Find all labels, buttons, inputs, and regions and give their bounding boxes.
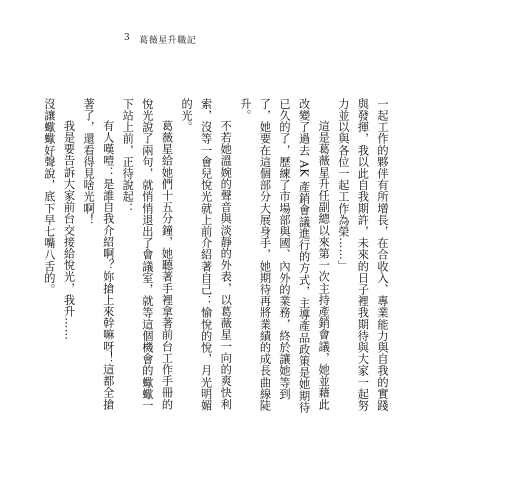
paragraph: 這是葛薇星升任副總以來第一次主持產銷會議，她並藉此改變了過去 AK 產銷會議進行的方式，主導產品政策是她期待已久的了，歷練了市場部與國、內外的業務，終於讓她等到了，她要在這個部分大展身手，她期待再將業績的成長曲線陡升。 xyxy=(238,98,331,414)
paragraph: 不若她溫婉的聲音與淡靜的外表，以葛薇星一向的爽快利索，沒等一會兒悅光就上前介紹著自己：愉悅的悅，月光明媚的光。 xyxy=(180,98,233,412)
running-header xyxy=(124,33,196,46)
book-title: 葛薇星升職記 xyxy=(139,36,197,46)
vertical-body-text xyxy=(39,98,392,418)
page-number: 3 xyxy=(124,33,131,43)
paragraph: 一起工作的夥伴有所增長，在合收入、專業能力與自我的實踐與發揮，我以此自我期許，未來的日子裡我期待與大家一起努力並以與各位一起工作為榮……」 xyxy=(336,98,389,412)
paragraph: 沒讓蠍蠍好聲說，底下早七嘴八舌的。 xyxy=(42,98,56,296)
paragraph: 我是要告訴大家前台交接給悅光，我升…… xyxy=(62,120,76,341)
paragraph: 有人嘆噎：是誰自我介紹啊？妳搶上來幹嘛呀！這都全搶著了，還看得見啥光啊！ xyxy=(82,98,115,411)
paragraph: 葛薇星給她們十五分鐘，她聽著手裡拿著前台工作手冊的悅光說了兩句，就悄悄退出了會議室，就等這個機會的蠍蠍一下站上前，正待說起： xyxy=(121,98,174,412)
